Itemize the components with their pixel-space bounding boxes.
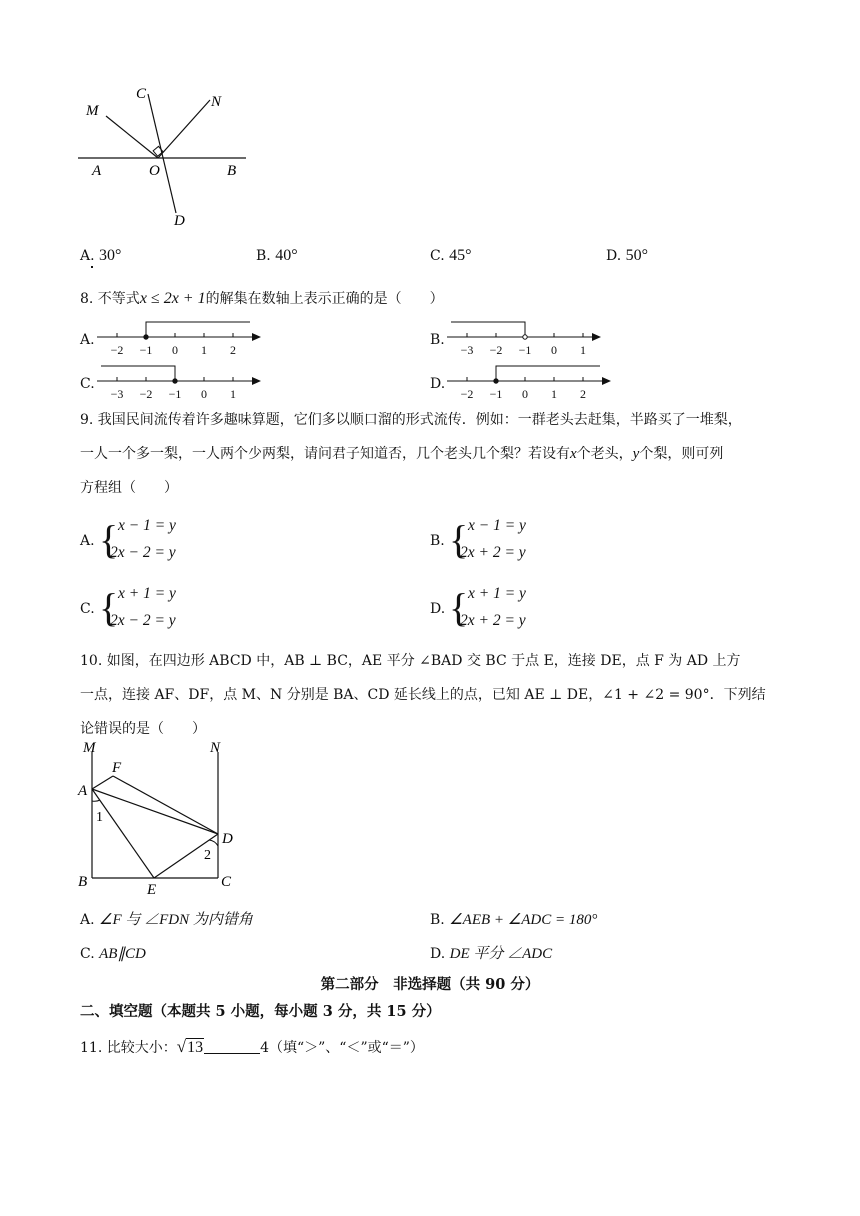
option-letter: B. xyxy=(430,533,445,549)
label-C: C xyxy=(221,874,232,890)
arrow-icon xyxy=(602,377,611,385)
q7-option-c[interactable] xyxy=(430,246,472,266)
tick-label: 0 xyxy=(172,343,178,357)
angle-figure-q7 xyxy=(70,80,260,235)
closed-point xyxy=(173,379,177,383)
tick-label: 0 xyxy=(551,343,557,357)
equation-2: 2x − 2 = y xyxy=(110,544,176,561)
q11-prefix: 11. 比较大小： xyxy=(80,1040,177,1056)
solution-ray xyxy=(101,366,175,381)
equation-1: x + 1 = y xyxy=(468,585,526,602)
tick-label: −1 xyxy=(518,343,532,357)
option-value: 30° xyxy=(99,247,122,264)
arrow-icon xyxy=(252,333,261,341)
tick-label: −2 xyxy=(139,387,153,401)
arrow-icon xyxy=(592,333,601,341)
q8-option-d-number-line[interactable] xyxy=(447,362,612,402)
brace-icon: { xyxy=(99,517,119,562)
part2-title: 第二部分 非选择题（共 90 分） xyxy=(320,976,540,993)
q9-option-c[interactable] xyxy=(80,582,280,638)
q8-prefix: 8. 不等式 xyxy=(80,291,140,307)
label-M: M xyxy=(86,103,99,119)
tick-label: 2 xyxy=(580,387,586,401)
brace-icon: { xyxy=(449,517,469,562)
brace-icon: { xyxy=(99,585,119,630)
option-letter: D. xyxy=(430,946,446,962)
option-value: 45° xyxy=(449,247,472,264)
option-letter: B. xyxy=(256,248,271,264)
tick-label: −1 xyxy=(489,387,503,401)
solution-ray xyxy=(496,366,600,381)
answer-blank[interactable] xyxy=(204,1039,260,1054)
q8-stem xyxy=(80,289,444,309)
label-A: A xyxy=(78,783,88,799)
q9-option-b[interactable] xyxy=(430,514,630,570)
q10-line3: 论错误的是（ ） xyxy=(80,721,206,737)
option-letter: A. xyxy=(80,912,95,928)
tick-label: 2 xyxy=(230,343,236,357)
label-D: D xyxy=(174,213,185,229)
q10-option-b[interactable] xyxy=(430,910,597,930)
tick-label: −1 xyxy=(139,343,153,357)
radicand: 13 xyxy=(187,1039,204,1056)
label-O: O xyxy=(149,163,160,179)
tick-label: −3 xyxy=(460,343,474,357)
var-x: x xyxy=(570,446,577,462)
arrow-icon xyxy=(252,377,261,385)
label-B: B xyxy=(78,874,88,890)
q9-option-d[interactable] xyxy=(430,582,630,638)
q8-option-c-number-line[interactable] xyxy=(97,362,262,402)
q9-line2 xyxy=(80,444,723,464)
q9-line1: 9. 我国民间流传着许多趣味算题，它们多以顺口溜的形式流传．例如：一群老头去赶集，半路买了一堆梨， xyxy=(80,412,742,428)
equation-1: x − 1 = y xyxy=(468,517,526,534)
option-letter: C. xyxy=(80,601,95,617)
stray-dot xyxy=(91,266,93,268)
option-letter: A. xyxy=(80,533,95,549)
option-letter: A. xyxy=(80,248,95,264)
q8-option-a-number-line[interactable] xyxy=(97,318,262,358)
q9-line2-mid: 个老头， xyxy=(576,446,633,462)
tick-label: −3 xyxy=(110,387,124,401)
option-text: ∠F 与 ∠FDN 为内错角 xyxy=(99,912,253,928)
label-2: 2 xyxy=(204,848,211,863)
label-A: A xyxy=(92,163,102,179)
option-letter: C. xyxy=(80,946,95,962)
q8-option-a-letter: A. xyxy=(80,332,95,348)
option-letter: D. xyxy=(430,601,446,617)
section2-title: 二、填空题（本题共 5 小题，每小题 3 分，共 15 分） xyxy=(80,1003,441,1020)
solution-ray xyxy=(451,322,525,337)
sqrt-icon: √ xyxy=(176,1037,187,1056)
q8-option-b-letter: B. xyxy=(430,332,445,348)
tick-label: 0 xyxy=(522,387,528,401)
q11-suffix: 4（填“＞”、“＜”或“＝”） xyxy=(260,1040,424,1056)
q10-option-a[interactable] xyxy=(80,910,253,930)
tick-label: 1 xyxy=(580,343,586,357)
option-letter: C. xyxy=(430,248,445,264)
open-point xyxy=(523,335,527,339)
equation-1: x − 1 = y xyxy=(118,517,176,534)
q8-option-d-letter: D. xyxy=(430,376,446,392)
tick-label: 1 xyxy=(201,343,207,357)
q7-option-a[interactable] xyxy=(80,246,121,266)
label-1: 1 xyxy=(96,810,103,825)
q8-option-b-number-line[interactable] xyxy=(447,318,602,358)
tick-label: 1 xyxy=(230,387,236,401)
q7-option-b[interactable] xyxy=(256,246,298,266)
q11-stem xyxy=(80,1037,424,1058)
solution-ray xyxy=(146,322,250,337)
option-text: AB∥CD xyxy=(99,946,146,962)
q9-line3: 方程组（ ） xyxy=(80,480,178,496)
option-text: DE 平分 ∠ADC xyxy=(449,946,553,962)
tick-label: 0 xyxy=(201,387,207,401)
q8-suffix: 的解集在数轴上表示正确的是（ ） xyxy=(205,291,444,307)
equation-2: 2x − 2 = y xyxy=(110,612,176,629)
label-C: C xyxy=(136,86,147,102)
tick-label: −2 xyxy=(489,343,503,357)
equation-2: 2x + 2 = y xyxy=(460,544,526,561)
label-B: B xyxy=(227,163,237,179)
label-N: N xyxy=(210,740,221,756)
equation-2: 2x + 2 = y xyxy=(460,612,526,629)
tick-label: −2 xyxy=(110,343,124,357)
option-value: 40° xyxy=(275,247,298,264)
label-D: D xyxy=(222,831,233,847)
equation-1: x + 1 = y xyxy=(118,585,176,602)
option-text: ∠AEB + ∠ADC = 180° xyxy=(449,912,598,928)
q10-option-c[interactable] xyxy=(80,944,146,964)
closed-point xyxy=(144,335,148,339)
q10-line2: 一点，连接 AF、DF，点 M、N 分别是 BA、CD 延长线上的点，已知 AE ⊥ DE，∠1 + ∠2 = 90°．下列结 xyxy=(80,687,766,703)
brace-icon: { xyxy=(449,585,469,630)
var-y: y xyxy=(632,446,640,462)
quadrilateral-figure-q10 xyxy=(72,738,252,898)
q9-line2-text: 一人一个多一梨，一人两个少两梨，请问君子知道否，几个老头几个梨？若设有 xyxy=(80,446,570,462)
q9-option-a[interactable] xyxy=(80,514,280,570)
q10-line1: 10. 如图，在四边形 ABCD 中，AB ⊥ BC，AE 平分 ∠BAD 交 BC 于点 E，连接 DE，点 F 为 AD 上方 xyxy=(80,653,741,669)
closed-point xyxy=(494,379,498,383)
q9-line2-end: 个梨，则可列 xyxy=(639,446,724,462)
label-M: M xyxy=(83,740,96,756)
tick-label: 1 xyxy=(551,387,557,401)
q8-option-c-letter: C. xyxy=(80,376,95,392)
tick-label: −1 xyxy=(168,387,182,401)
q10-option-d[interactable] xyxy=(430,944,552,964)
label-F: F xyxy=(112,760,122,776)
tick-label: −2 xyxy=(460,387,474,401)
q8-inequality: x ≤ 2x + 1 xyxy=(139,290,206,307)
option-letter: D. xyxy=(606,248,622,264)
option-letter: B. xyxy=(430,912,445,928)
label-N: N xyxy=(211,94,222,110)
label-E: E xyxy=(147,882,157,898)
option-value: 50° xyxy=(625,247,649,264)
q7-option-d[interactable] xyxy=(606,246,648,266)
